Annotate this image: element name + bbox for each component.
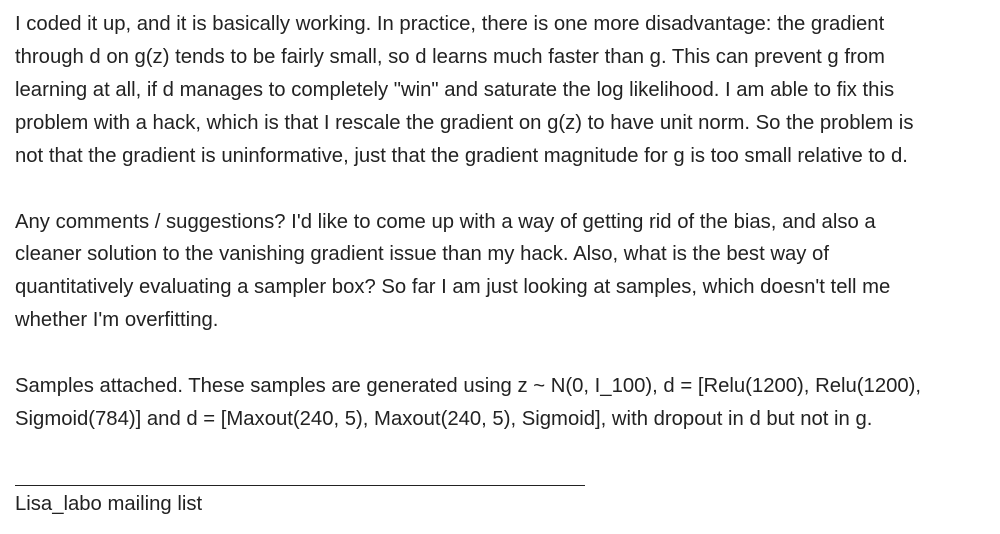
text-line: quantitatively evaluating a sampler box? So far I am just looking at samples, which doesn't tell me [15, 276, 891, 299]
text-line: Sigmoid(784)] and d = [Maxout(240, 5), Maxout(240, 5), Sigmoid], with dropout in d but not in g. [15, 408, 873, 431]
message-paragraph [15, 370, 995, 436]
text-line: whether I'm overfitting. [15, 309, 219, 332]
text-line: cleaner solution to the vanishing gradient issue than my hack. Also, what is the best way of [15, 243, 829, 266]
text-line: problem with a hack, which is that I rescale the gradient on g(z) to have unit norm. So the problem is [15, 111, 914, 134]
text-line: Samples attached. These samples are generated using z ~ N(0, I_100), d = [Relu(1200), Relu(1200), [15, 375, 922, 398]
signature-separator [15, 485, 585, 486]
text-line: learning at all, if d manages to completely "win" and saturate the log likelihood. I am able to fix this [15, 78, 895, 101]
mailing-list-footer: Lisa_labo mailing list [15, 492, 203, 515]
text-line: I coded it up, and it is basically working. In practice, there is one more disadvantage: the gradient [15, 13, 885, 35]
signature-spacer [15, 436, 995, 485]
message-paragraph [15, 206, 995, 338]
text-line: through d on g(z) tends to be fairly small, so d learns much faster than g. This can prevent g from [15, 45, 885, 68]
text-line: not that the gradient is uninformative, just that the gradient magnitude for g is too small relative to d. [15, 144, 908, 167]
text-line: Any comments / suggestions? I'd like to come up with a way of getting rid of the bias, and also a [15, 210, 876, 233]
paragraph-spacer [15, 337, 995, 370]
paragraph-spacer [15, 173, 995, 206]
email-body [15, 8, 995, 519]
message-paragraph [15, 8, 995, 173]
